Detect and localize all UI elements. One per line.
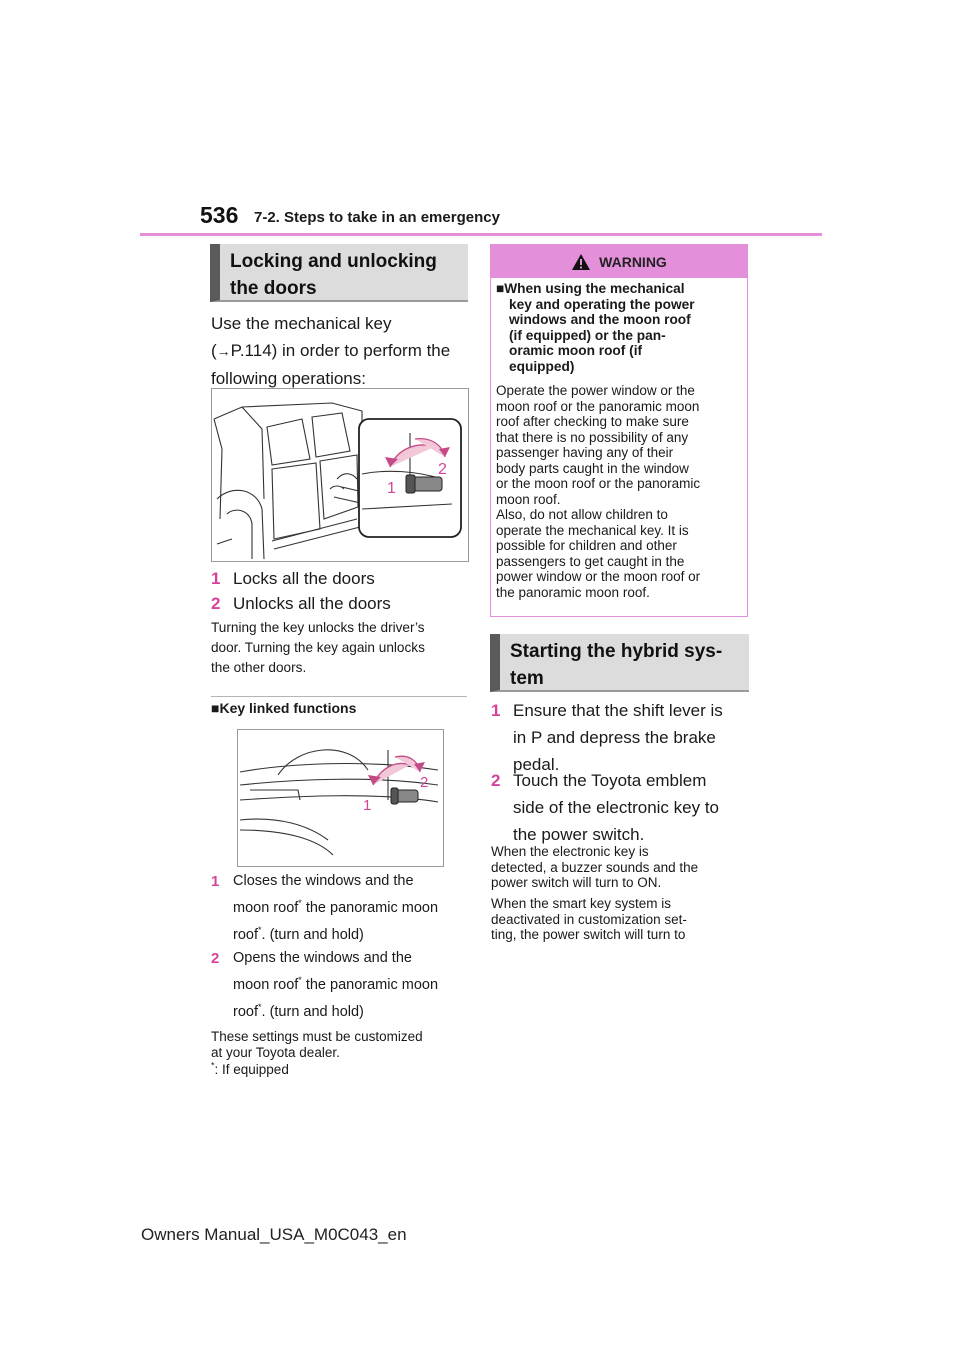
- note-line: ting, the power switch will turn to: [491, 927, 686, 942]
- handle-callout-1: 1: [363, 797, 372, 814]
- warning-title-line: oramic moon roof (if: [509, 343, 643, 358]
- arrow-icon: →: [216, 343, 231, 359]
- starting-heading-line2: tem: [510, 668, 544, 689]
- step-line: Opens the windows and the: [233, 950, 412, 966]
- page-number: 536: [200, 202, 239, 228]
- warning-triangle-icon: [571, 253, 591, 271]
- warning-body-line: the panoramic moon roof.: [496, 584, 650, 600]
- warning-title: [496, 281, 742, 374]
- note-line: These settings must be customized: [211, 1029, 423, 1044]
- warning-title-line: equipped): [509, 358, 575, 374]
- warning-body-line: that there is no possibility of any: [496, 429, 689, 445]
- warning-body-line: or the moon roof or the panoramic: [496, 476, 701, 491]
- note-line: When the smart key system is: [491, 896, 672, 911]
- locking-note: [211, 618, 471, 678]
- vehicle-door-image: [212, 389, 468, 561]
- locking-heading-line2: the doors: [230, 278, 317, 299]
- note-line: the other doors.: [211, 660, 307, 675]
- warning-body-line: moon roof.: [496, 491, 561, 507]
- footnote-marker: *: [298, 975, 302, 986]
- lock-step-2: [211, 590, 469, 617]
- footnote-marker: *: [258, 925, 262, 936]
- step-line: side of the electronic key to: [513, 798, 720, 817]
- warning-body-line: Also, do not allow children to: [496, 507, 668, 522]
- warning-body-line: Operate the power window or the: [496, 383, 695, 398]
- door-callout-1: 1: [387, 480, 396, 497]
- key-linked-step-2: [211, 945, 473, 1026]
- footnote-marker: *: [298, 898, 302, 909]
- panoramic-text: the panoramic moon: [301, 900, 439, 916]
- locking-intro: [211, 310, 469, 392]
- step-text: [513, 767, 719, 848]
- header-rule: [140, 233, 822, 236]
- note-line: Turning the key unlocks the driver’s: [211, 620, 425, 635]
- warning-title-line: (if equipped) or the pan-: [509, 327, 666, 343]
- step-line: [233, 999, 438, 1026]
- roof-text: roof: [233, 1004, 258, 1020]
- door-handle-image: [238, 730, 443, 866]
- footnote-marker: *: [211, 1060, 215, 1071]
- note-line: When the electronic key is: [491, 844, 649, 859]
- warning-body-line: possible for children and other: [496, 538, 677, 553]
- intro-line-3: following operations:: [211, 369, 366, 388]
- step-line: Touch the Toyota emblem: [513, 771, 707, 790]
- section-title: 7-2. Steps to take in an emergency: [254, 209, 500, 226]
- intro-line-2: [211, 337, 469, 365]
- starting-note-1: [491, 844, 753, 891]
- footnote-text: : If equipped: [214, 1062, 289, 1077]
- lock-step-1: [211, 565, 469, 592]
- warning-title-line: windows and the moon roof: [509, 312, 691, 327]
- step-line: in P and depress the brake: [513, 728, 716, 747]
- action-text: . (turn and hold): [261, 1004, 364, 1020]
- footnote: [211, 1062, 473, 1078]
- warning-title-line: ■When using the mechanical: [496, 281, 685, 296]
- warning-body-line: power window or the moon roof or: [496, 569, 701, 584]
- step-line: [233, 972, 438, 999]
- step-number: 2: [211, 594, 221, 613]
- step-text: Locks all the doors: [233, 569, 375, 588]
- step-number: 1: [211, 569, 221, 588]
- warning-box: [490, 244, 748, 617]
- step-text: [233, 868, 438, 949]
- warning-title-line: key and operating the power: [509, 296, 695, 312]
- key-linked-note: [211, 1029, 473, 1078]
- locking-heading: [210, 244, 468, 302]
- step-line: [233, 895, 438, 922]
- note-line: deactivated in customization set-: [491, 911, 687, 927]
- step-text: Unlocks all the doors: [233, 594, 391, 613]
- note-line: power switch will turn to ON.: [491, 875, 662, 890]
- door-key-illustration: [211, 388, 469, 562]
- note-line: at your Toyota dealer.: [211, 1044, 340, 1060]
- section-divider: [211, 696, 467, 697]
- start-step-2: [491, 767, 753, 848]
- locking-heading-line1: Locking and unlocking: [230, 251, 437, 272]
- warning-header: [491, 245, 747, 278]
- warning-body-line: moon roof or the panoramic moon: [496, 398, 700, 414]
- note-line: door. Turning the key again unlocks: [211, 640, 425, 655]
- step-text: [513, 697, 723, 778]
- moon-roof-text: moon roof: [233, 977, 299, 993]
- step-text: [233, 945, 438, 1026]
- moon-roof-text: moon roof: [233, 900, 299, 916]
- intro-page-ref: P.114) in order to perform the: [230, 341, 451, 360]
- warning-body-line: body parts caught in the window: [496, 460, 689, 476]
- door-handle-illustration: [237, 729, 444, 867]
- step-line: Ensure that the shift lever is: [513, 701, 723, 720]
- step-line: Closes the windows and the: [233, 873, 414, 889]
- starting-heading: [490, 634, 749, 692]
- key-linked-step-1: [211, 868, 473, 949]
- step-line: pedal.: [513, 755, 560, 774]
- roof-text: roof: [233, 927, 258, 943]
- warning-body-line: roof after checking to make sure: [496, 414, 689, 429]
- intro-paren: (: [211, 341, 217, 360]
- step-number: 2: [211, 950, 220, 967]
- intro-line-1: Use the mechanical key: [211, 314, 392, 333]
- warning-label: WARNING: [599, 253, 667, 270]
- warning-body: [496, 383, 744, 600]
- key-linked-title: ■Key linked functions: [211, 700, 357, 716]
- footer-manual-id: Owners Manual_USA_M0C043_en: [141, 1225, 407, 1244]
- start-step-1: [491, 697, 753, 778]
- panoramic-text: the panoramic moon: [301, 977, 439, 993]
- door-callout-2: 2: [438, 461, 447, 478]
- step-number: 2: [491, 771, 501, 790]
- warning-body-line: operate the mechanical key. It is: [496, 522, 689, 538]
- handle-callout-2: 2: [420, 774, 429, 791]
- footnote-marker: *: [258, 1002, 262, 1013]
- starting-note-2: [491, 896, 753, 943]
- step-line: the power switch.: [513, 825, 645, 844]
- note-line: detected, a buzzer sounds and the: [491, 859, 699, 875]
- starting-heading-line1: Starting the hybrid sys-: [510, 641, 723, 662]
- warning-body-line: passengers to get caught in the: [496, 553, 685, 569]
- step-number: 1: [491, 701, 501, 720]
- action-text: . (turn and hold): [261, 927, 364, 943]
- warning-body-line: passenger having any of their: [496, 445, 674, 460]
- step-number: 1: [211, 873, 220, 890]
